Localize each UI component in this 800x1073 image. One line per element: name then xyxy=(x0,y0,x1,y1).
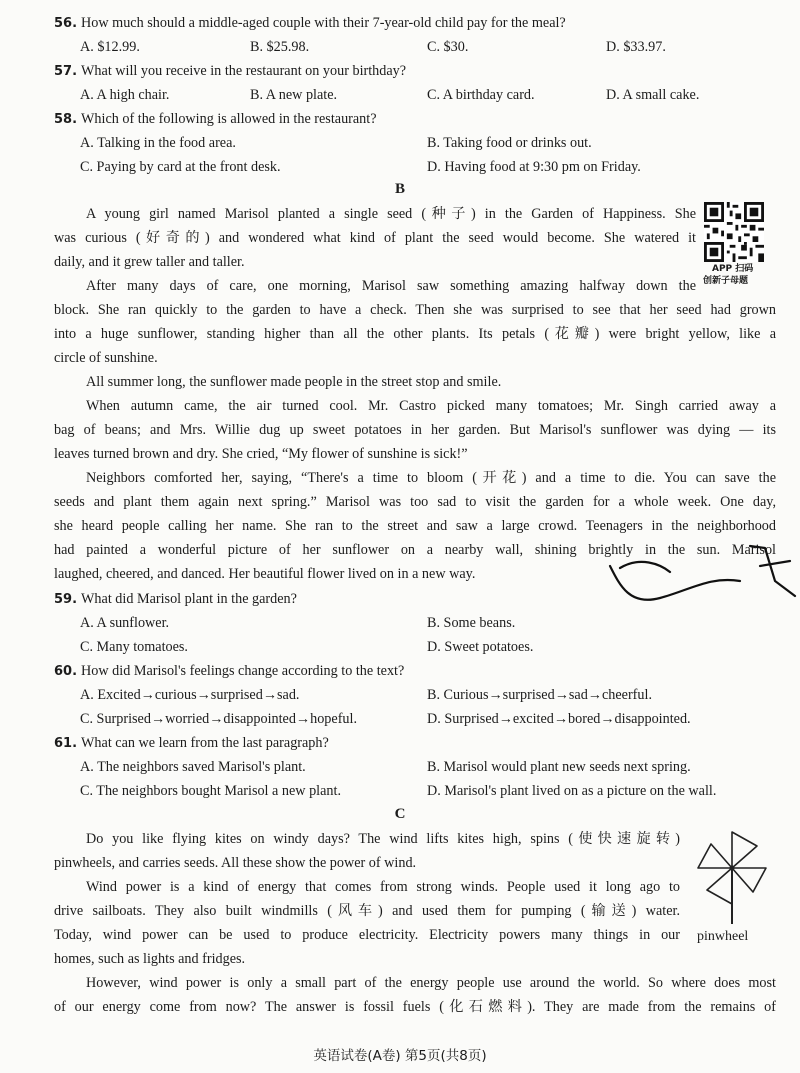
option-b: B. Curious→surprised→sad→cheerful. xyxy=(427,687,652,703)
option-c: C. A birthday card. xyxy=(427,87,535,103)
passage-line: However, wind power is only a small part of the energy people use around the world. So where does most xyxy=(86,975,776,991)
passage-line: drive sailboats. They also built windmills (风车) and used them for pumping (输送) water. xyxy=(54,903,680,919)
option-b: B. Some beans. xyxy=(427,615,516,631)
question-number: 61. xyxy=(54,736,78,751)
option-c: C. Surprised→worried→disappointed→hopeful. xyxy=(80,711,358,727)
section-heading-b: B xyxy=(394,181,405,197)
passage-line: Wind power is a kind of energy that comes from strong winds. People used it long ago to xyxy=(86,879,680,895)
option-d: D. Marisol's plant lived on as a picture on the wall. xyxy=(427,783,717,799)
option-b: B. A new plate. xyxy=(250,87,338,103)
passage-line: All summer long, the sunflower made people in the street stop and smile. xyxy=(86,374,502,390)
option-d: D. Surprised→excited→bored→disappointed. xyxy=(427,711,691,727)
question-text: What can we learn from the last paragraph? xyxy=(81,735,329,751)
passage-line: of our energy come from now? The answer is fossil fuels (化石燃料). They are made from the remains of xyxy=(54,999,776,1015)
question-57 xyxy=(54,62,406,81)
passage-line: Today, wind power can be used to produce electricity. Electricity powers many things in our xyxy=(54,927,680,943)
question-text: What will you receive in the restaurant on your birthday? xyxy=(81,63,407,79)
passage-line: homes, such as lights and fridges. xyxy=(54,951,246,967)
passage-line: A young girl named Marisol planted a single seed (种子) in the Garden of Happiness. She xyxy=(86,206,696,222)
qr-code-icon xyxy=(704,202,764,262)
question-number: 58. xyxy=(54,112,78,127)
option-d: D. Having food at 9:30 pm on Friday. xyxy=(427,159,641,175)
option-c: C. Paying by card at the front desk. xyxy=(80,159,281,175)
question-number: 57. xyxy=(54,64,78,79)
option-a: A. $12.99. xyxy=(80,39,140,55)
option-c: C. Many tomatoes. xyxy=(80,639,188,655)
option-a: A. Talking in the food area. xyxy=(80,135,236,151)
qr-caption: 创新子母题 xyxy=(703,276,749,286)
passage-line: had painted a wonderful picture of her sunflower on a nearby wall, shining brightly in the sun. Marisol xyxy=(54,542,776,558)
pinwheel-label: pinwheel xyxy=(697,929,749,944)
passage-line: into a huge sunflower, standing higher than all the other plants. Its petals (花瓣) were bright yellow, like a xyxy=(54,326,776,342)
option-d: D. $33.97. xyxy=(606,39,666,55)
passage-line: After many days of care, one morning, Marisol saw something amazing halfway down the xyxy=(86,278,696,294)
passage-line: was curious (好奇的) and wondered what kind of plant the seed would become. She watered it xyxy=(54,230,696,246)
pinwheel-icon xyxy=(693,826,771,926)
question-60 xyxy=(54,662,404,681)
option-a: A. Excited→curious→surprised→sad. xyxy=(80,687,300,703)
question-56 xyxy=(54,14,566,33)
passage-line: daily, and it grew taller and taller. xyxy=(54,254,245,270)
passage-line: Neighbors comforted her, saying, “There's a time to bloom (开花) and a time to die. You can save the xyxy=(86,470,776,486)
question-number: 56. xyxy=(54,16,78,31)
passage-line: When autumn came, the air turned cool. Mr. Castro picked many tomatoes; Mr. Singh carried away a xyxy=(86,398,776,414)
question-61 xyxy=(54,734,329,753)
question-text: Which of the following is allowed in the restaurant? xyxy=(81,111,377,127)
question-number: 60. xyxy=(54,664,78,679)
section-heading-c: C xyxy=(394,806,406,822)
option-b: B. Marisol would plant new seeds next spring. xyxy=(427,759,691,775)
passage-line: block. She ran quickly to the garden to have a check. Then she was surprised to see that her seed had grown xyxy=(54,302,776,318)
option-c: C. The neighbors bought Marisol a new plant. xyxy=(80,783,341,799)
passage-line: seeds and plant them again next spring.” Marisol was too sad to visit the garden for a whole week. One day, xyxy=(54,494,776,510)
passage-line: laughed, cheered, and danced. Her beautiful flower lived on in a new way. xyxy=(54,566,476,582)
question-text: What did Marisol plant in the garden? xyxy=(81,591,297,607)
option-a: A. A high chair. xyxy=(80,87,170,103)
question-text: How did Marisol's feelings change according to the text? xyxy=(81,663,405,679)
passage-line: bag of beans; and Mrs. Willie dug up sweet potatoes in her garden. But Marisol's sunflower was dying — its xyxy=(54,422,776,438)
option-b: B. $25.98. xyxy=(250,39,310,55)
passage-line: pinwheels, and carries seeds. All these show the power of wind. xyxy=(54,855,417,871)
page-footer: 英语试卷(A卷) 第5页(共8页) xyxy=(313,1048,487,1064)
question-number: 59. xyxy=(54,592,78,607)
qr-caption: APP 扫码 xyxy=(712,264,754,274)
option-c: C. $30. xyxy=(427,39,469,55)
question-58 xyxy=(54,110,377,129)
pen-scribble-mark xyxy=(600,536,800,606)
passage-line: leaves turned brown and dry. She cried, “My flower of sunshine is sick!” xyxy=(54,446,468,462)
option-d: D. A small cake. xyxy=(606,87,700,103)
option-b: B. Taking food or drinks out. xyxy=(427,135,592,151)
option-a: A. The neighbors saved Marisol's plant. xyxy=(80,759,306,775)
passage-line: she heard people calling her name. She ran to the street and saw a large crowd. Teenagers in the neighborhood xyxy=(54,518,776,534)
question-59 xyxy=(54,590,297,609)
option-d: D. Sweet potatoes. xyxy=(427,639,534,655)
question-text: How much should a middle-aged couple with their 7-year-old child pay for the meal? xyxy=(81,15,566,31)
passage-line: Do you like flying kites on windy days? The wind lifts kites high, spins (使快速旋转) xyxy=(86,831,680,847)
passage-line: circle of sunshine. xyxy=(54,350,158,366)
option-a: A. A sunflower. xyxy=(80,615,170,631)
